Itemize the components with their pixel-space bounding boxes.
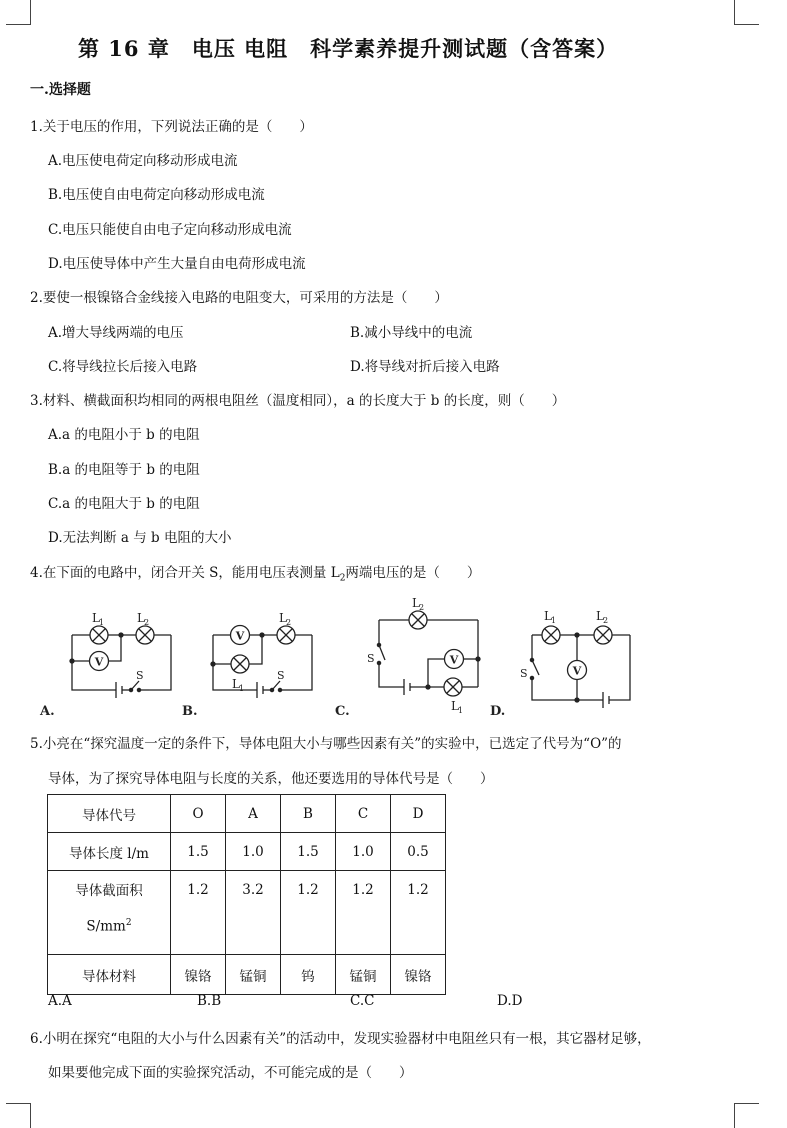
table-cell: 锰铜 — [226, 955, 281, 995]
crop-mark-bottom-right — [734, 1103, 759, 1128]
svg-text:S: S — [520, 667, 528, 680]
svg-text:S: S — [277, 669, 285, 682]
table-row-header: 导体长度 l/m — [48, 833, 171, 871]
crop-mark-top-left — [6, 0, 31, 25]
table-cell: A — [226, 795, 281, 833]
crop-mark-top-right — [734, 0, 759, 25]
circuit-a-label: A. — [40, 704, 55, 719]
lamp-l1-icon — [444, 678, 462, 696]
question-4-stem: 4.在下面的电路中，闭合开关 S，能用电压表测量 $L_2$两端电压的是（ ） — [30, 565, 481, 584]
svg-text:2: 2 — [286, 618, 292, 627]
svg-text:2: 2 — [603, 616, 609, 625]
table-row-header: 导体截面积 $S/mm^2$ — [48, 871, 171, 955]
lamp-l2-icon — [136, 626, 154, 644]
voltmeter-icon — [231, 626, 250, 645]
circuit-b — [182, 611, 312, 719]
question-5-option-b: B.B — [197, 993, 222, 1009]
table-cell: 镍铬 — [171, 955, 226, 995]
table-cell: 1.5 — [171, 833, 226, 871]
table-cell: 3.2 — [226, 871, 281, 955]
question-5-stem-line-1: 5.小亮在“探究温度一定的条件下，导体电阻大小与哪些因素有关”的实验中，已选定了代号为“O”的 — [30, 736, 622, 752]
lamp-l1-icon — [231, 655, 249, 673]
voltmeter-icon — [90, 652, 109, 671]
svg-text:1: 1 — [239, 684, 245, 693]
question-6-stem-line-1: 6.小明在探究“电阻的大小与什么因素有关”的活动中，发现实验器材中电阻丝只有一根，其它器材足够， — [30, 1031, 651, 1047]
svg-text:L: L — [596, 609, 604, 623]
question-3-option-d: D.无法判断 a 与 b 电阻的大小 — [48, 530, 232, 546]
question-3-option-b: B.a 的电阻等于 b 的电阻 — [48, 462, 200, 478]
question-6-stem-line-2: 如果要他完成下面的实验探究活动，不可能完成的是（ ） — [48, 1065, 413, 1081]
section-heading: 一.选择题 — [30, 82, 91, 98]
table-cell: 1.0 — [336, 833, 391, 871]
page-title: 第 16 章 电压 电阻 科学素养提升测试题（含答案） — [78, 36, 619, 61]
table-row-materials — [48, 955, 446, 995]
svg-text:2: 2 — [419, 603, 425, 612]
table-cell: O — [171, 795, 226, 833]
svg-text:V: V — [449, 653, 459, 667]
svg-text:L: L — [451, 699, 459, 713]
question-2-stem: 2.要使一根镍铬合金线接入电路的电阻变大，可采用的方法是（ ） — [30, 290, 448, 306]
svg-text:S: S — [367, 652, 375, 665]
svg-text:V: V — [94, 655, 104, 669]
svg-text:L: L — [137, 611, 145, 625]
question-2-option-b: B.减小导线中的电流 — [350, 325, 473, 341]
lamp-l1-icon — [90, 626, 108, 644]
lamp-l1-icon — [542, 626, 560, 644]
svg-text:1: 1 — [458, 706, 464, 715]
question-1-stem: 1.关于电压的作用，下列说法正确的是（ ） — [30, 119, 313, 135]
question-2-option-d: D.将导线对折后接入电路 — [350, 359, 500, 375]
lamp-l2-icon — [277, 626, 295, 644]
circuit-d — [490, 609, 630, 719]
question-3-option-c: C.a 的电阻大于 b 的电阻 — [48, 496, 200, 512]
table-cell: 1.2 — [281, 871, 336, 955]
question-3-stem: 3.材料、横截面积均相同的两根电阻丝（温度相同），a 的长度大于 b 的长度，则（ ） — [30, 393, 566, 409]
question-3-option-a: A.a 的电阻小于 b 的电阻 — [48, 427, 200, 443]
svg-text:L: L — [92, 611, 100, 625]
question-1-option-c: C.电压只能使自由电子定向移动形成电流 — [48, 222, 292, 238]
table-row-codes — [48, 795, 446, 833]
svg-text:L: L — [544, 609, 552, 623]
question-1-option-d: D.电压使导体中产生大量自由电荷形成电流 — [48, 256, 306, 272]
question-5-option-a: A.A — [48, 993, 72, 1009]
conductor-table — [47, 794, 446, 995]
svg-text:L: L — [232, 677, 240, 691]
table-row-lengths — [48, 833, 446, 871]
table-cell: 1.0 — [226, 833, 281, 871]
table-cell: 1.2 — [171, 871, 226, 955]
circuit-d-label: D. — [490, 704, 506, 719]
table-cell: 钨 — [281, 955, 336, 995]
crop-mark-bottom-left — [6, 1103, 31, 1128]
lamp-l2-icon — [409, 611, 427, 629]
table-cell: 1.5 — [281, 833, 336, 871]
question-1-option-a: A.电压使电荷定向移动形成电流 — [48, 153, 238, 169]
voltmeter-icon — [445, 650, 464, 669]
table-cell: 0.5 — [391, 833, 446, 871]
table-cell: 锰铜 — [336, 955, 391, 995]
lamp-l2-icon — [594, 626, 612, 644]
svg-text:V: V — [572, 664, 582, 678]
circuit-b-label: B. — [182, 704, 198, 719]
question-4-circuit-diagrams — [36, 590, 646, 725]
circuit-c — [335, 596, 480, 719]
voltmeter-icon — [568, 661, 587, 680]
svg-text:L: L — [412, 596, 420, 610]
svg-text:L: L — [279, 611, 287, 625]
table-cell: 1.2 — [336, 871, 391, 955]
question-1-option-b: B.电压使自由电荷定向移动形成电流 — [48, 187, 265, 203]
table-row-areas — [48, 871, 446, 955]
svg-text:1: 1 — [99, 618, 105, 627]
table-cell: 1.2 — [391, 871, 446, 955]
table-row-header: 导体材料 — [48, 955, 171, 995]
question-2-option-a: A.增大导线两端的电压 — [48, 325, 184, 341]
svg-text:S: S — [136, 669, 144, 682]
question-5-option-c: C.C — [350, 993, 375, 1009]
question-2-option-c: C.将导线拉长后接入电路 — [48, 359, 198, 375]
question-5-option-d: D.D — [497, 993, 523, 1009]
table-cell: B — [281, 795, 336, 833]
svg-text:1: 1 — [551, 616, 557, 625]
circuit-a — [39, 611, 171, 719]
svg-text:2: 2 — [144, 618, 150, 627]
table-cell: C — [336, 795, 391, 833]
table-row-header: 导体代号 — [48, 795, 171, 833]
question-5-stem-line-2: 导体，为了探究导体电阻与长度的关系，他还要选用的导体代号是（ ） — [48, 771, 494, 787]
circuit-c-label: C. — [335, 704, 350, 719]
table-cell: 镍铬 — [391, 955, 446, 995]
svg-text:V: V — [235, 629, 245, 643]
table-cell: D — [391, 795, 446, 833]
